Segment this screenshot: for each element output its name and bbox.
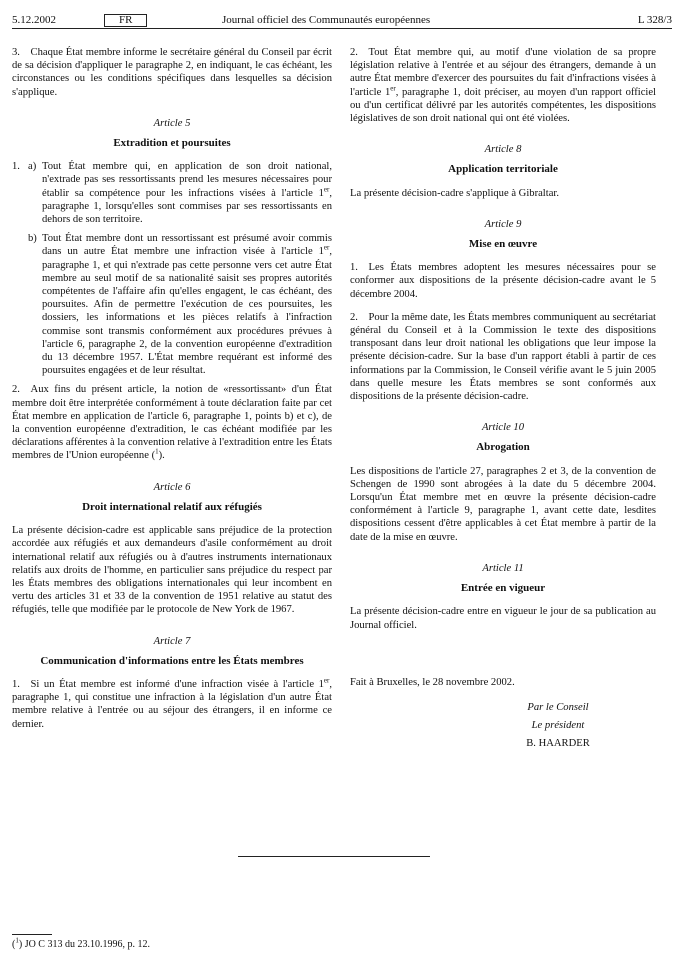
footnote-number: 1 [15,936,19,945]
article-heading: Entrée en vigueur [460,582,546,595]
article-number: Article 10 [481,422,525,434]
paragraph: 2. Aux fins du présent article, la notion de «ressortissant» d'un État membre doit être interprétée conformément à toute déclaration faite par cet État membre en application de l'article 6, paragraphe 1, points b) et c), de la convention européenne d'extradition, le cas échéant modifiée par les déclarations afférentes à la convention relative à l'extradition entre les États membres de l'Union européenne ($^1$). [12,384,332,462]
footnote-ref: 1 [155,447,159,456]
item-number: 1. [12,161,20,173]
article-number: Article 6 [153,481,191,493]
paragraph: La présente décision-cadre s'applique à Gibraltar. [350,187,559,199]
left-column [12,46,332,741]
section-divider [238,856,430,857]
article-heading: Application territoriale [448,163,558,176]
article-heading: Droit international relatif aux réfugiés [82,500,262,513]
signature-role: Le président [531,719,585,731]
paragraph: 2. Tout État membre qui, au motif d'une violation de sa propre législation relative à l'entrée et au séjour des étrangers, demande à un autre État membre d'exercer des poursuites du fait d'infractions visées à l'article 1er, paragraphe 1, doit préciser, au moyen d'un rapport officiel ou d'un certificat délivré par les autorités compétentes, les dispositions législatives de son droit national qui ont été violées. [350,47,657,125]
header-date: 5.12.2002 [12,14,56,26]
article-number: Article 5 [153,117,191,129]
list-item [12,160,332,226]
article-number: Article 11 [482,562,524,574]
right-column [350,46,656,753]
paragraph: 3. Chaque État membre informe le secrétaire général du Conseil par écrit de sa décision d'appliquer le paragraphe 2, en indiquant, le cas échéant, les circonstances ou les conditions spécifiques dans lesquelles sa décision s'applique. [12,47,332,98]
signature-council: Par le Conseil [527,701,589,713]
article-heading: Mise en œuvre [468,238,538,251]
item-letter: a) [28,161,37,173]
article-heading: Communication d'informations entre les États membres [40,654,304,667]
article-number: Article 9 [484,218,522,230]
footnote-text: JO C 313 du 23.10.1996, p. 12. [24,939,150,950]
language-badge: FR [104,14,147,27]
paragraph: 1. Les États membres adoptent les mesures nécessaires pour se conformer aux dispositions de la présente décision-cadre avant le 5 décembre 2004. [350,262,656,300]
signatory-name: B. HAARDER [526,737,590,749]
article-number: Article 8 [484,144,522,156]
page-number: L 328/3 [637,14,672,26]
article-number: Article 7 [153,635,191,647]
article-heading: Extradition et poursuites [113,137,231,150]
footnote-divider [12,934,52,935]
item-letter: b) [28,233,37,245]
list-item [12,232,332,377]
paragraph: Les dispositions de l'article 27, paragraphes 2 et 3, de la convention de Schengen de 1990 sont abrogées à la date du 5 décembre 2004. Lorsqu'un État membre met en œuvre la présente décision-cadre conformément à l'article 9, paragraphe 1, avant cette date, lesdites dispositions cessent d'être applicables à cet État membre à partir de la date de la mise en œuvre. [350,465,656,543]
paragraph: 1. Si un État membre est informé d'une infraction visée à l'article 1er, paragraphe 1, qui constitue une infraction à la législation d'un autre État membre relative à l'entrée ou au séjour des étrangers, il en informe ce dernier. [12,676,332,730]
page-header [12,14,672,29]
article-heading: Abrogation [476,441,530,454]
paragraph: La présente décision-cadre est applicable sans préjudice de la protection accordée aux réfugiés et aux demandeurs d'asile conformément au droit international relatif aux réfugiés ou à d'autres instruments internationaux relatifs aux droits de l'homme, en particulier sans préjudice du respect par les États membres des obligations internationales qui leur incombent en vertu des articles 31 et 33 de la convention de 1951 relative au statut des réfugiés, telle que modifiée par le protocole de New York de 1967. [12,525,332,616]
paragraph: 2. Pour la même date, les États membres communiquent au secrétariat général du Conseil et à la Commission le texte des dispositions transposant dans leur droit national les obligations que leur impose la présente décision-cadre. Sur la base d'un rapport établi à partir de ces informations par la Commission, le Conseil vérifie avant le 5 juin 2005 dans quelle mesure les États membres se sont conformés aux dispositions de la présente décision-cadre. [350,311,656,403]
item-text: Tout État membre qui, en application de son droit national, n'extrade pas ses ressortissants prend les mesures nécessaires pour établir sa compétence pour les infractions visées à l'article 1er, paragraphe 1, lorsqu'elles sont commises par ses ressortissants en dehors de son territoire. [42,161,332,226]
journal-title: Journal officiel des Communautés européennes [222,14,431,26]
paragraph: La présente décision-cadre entre en vigueur le jour de sa publication au Journal officiel. [350,606,656,631]
item-text: Tout État membre dont un ressortissant est présumé avoir commis dans un autre État membre une infraction visée à l'article 1er, paragraphe 1, et qui n'extrade pas cette personne vers cet autre État membre au seul motif de sa nationalité saisit ses propres autorités compétentes de l'affaire afin qu'elles engagent, le cas échéant, des poursuites. Afin de permettre l'exécution de ces poursuites, les dossiers, les informations et les pièces relatifs à l'infraction commise sont transmis conformément aux procédures prévues à l'article 6, paragraphe 2, de la convention européenne d'extradition du 13 décembre 1957. L'État membre requérant est informé des poursuites engagées et de leur résultat. [42,233,332,377]
footnote: ($^1$) JO C 313 du 23.10.1996, p. 12. [12,936,150,950]
signing-place-date: Fait à Bruxelles, le 28 novembre 2002. [350,676,515,688]
